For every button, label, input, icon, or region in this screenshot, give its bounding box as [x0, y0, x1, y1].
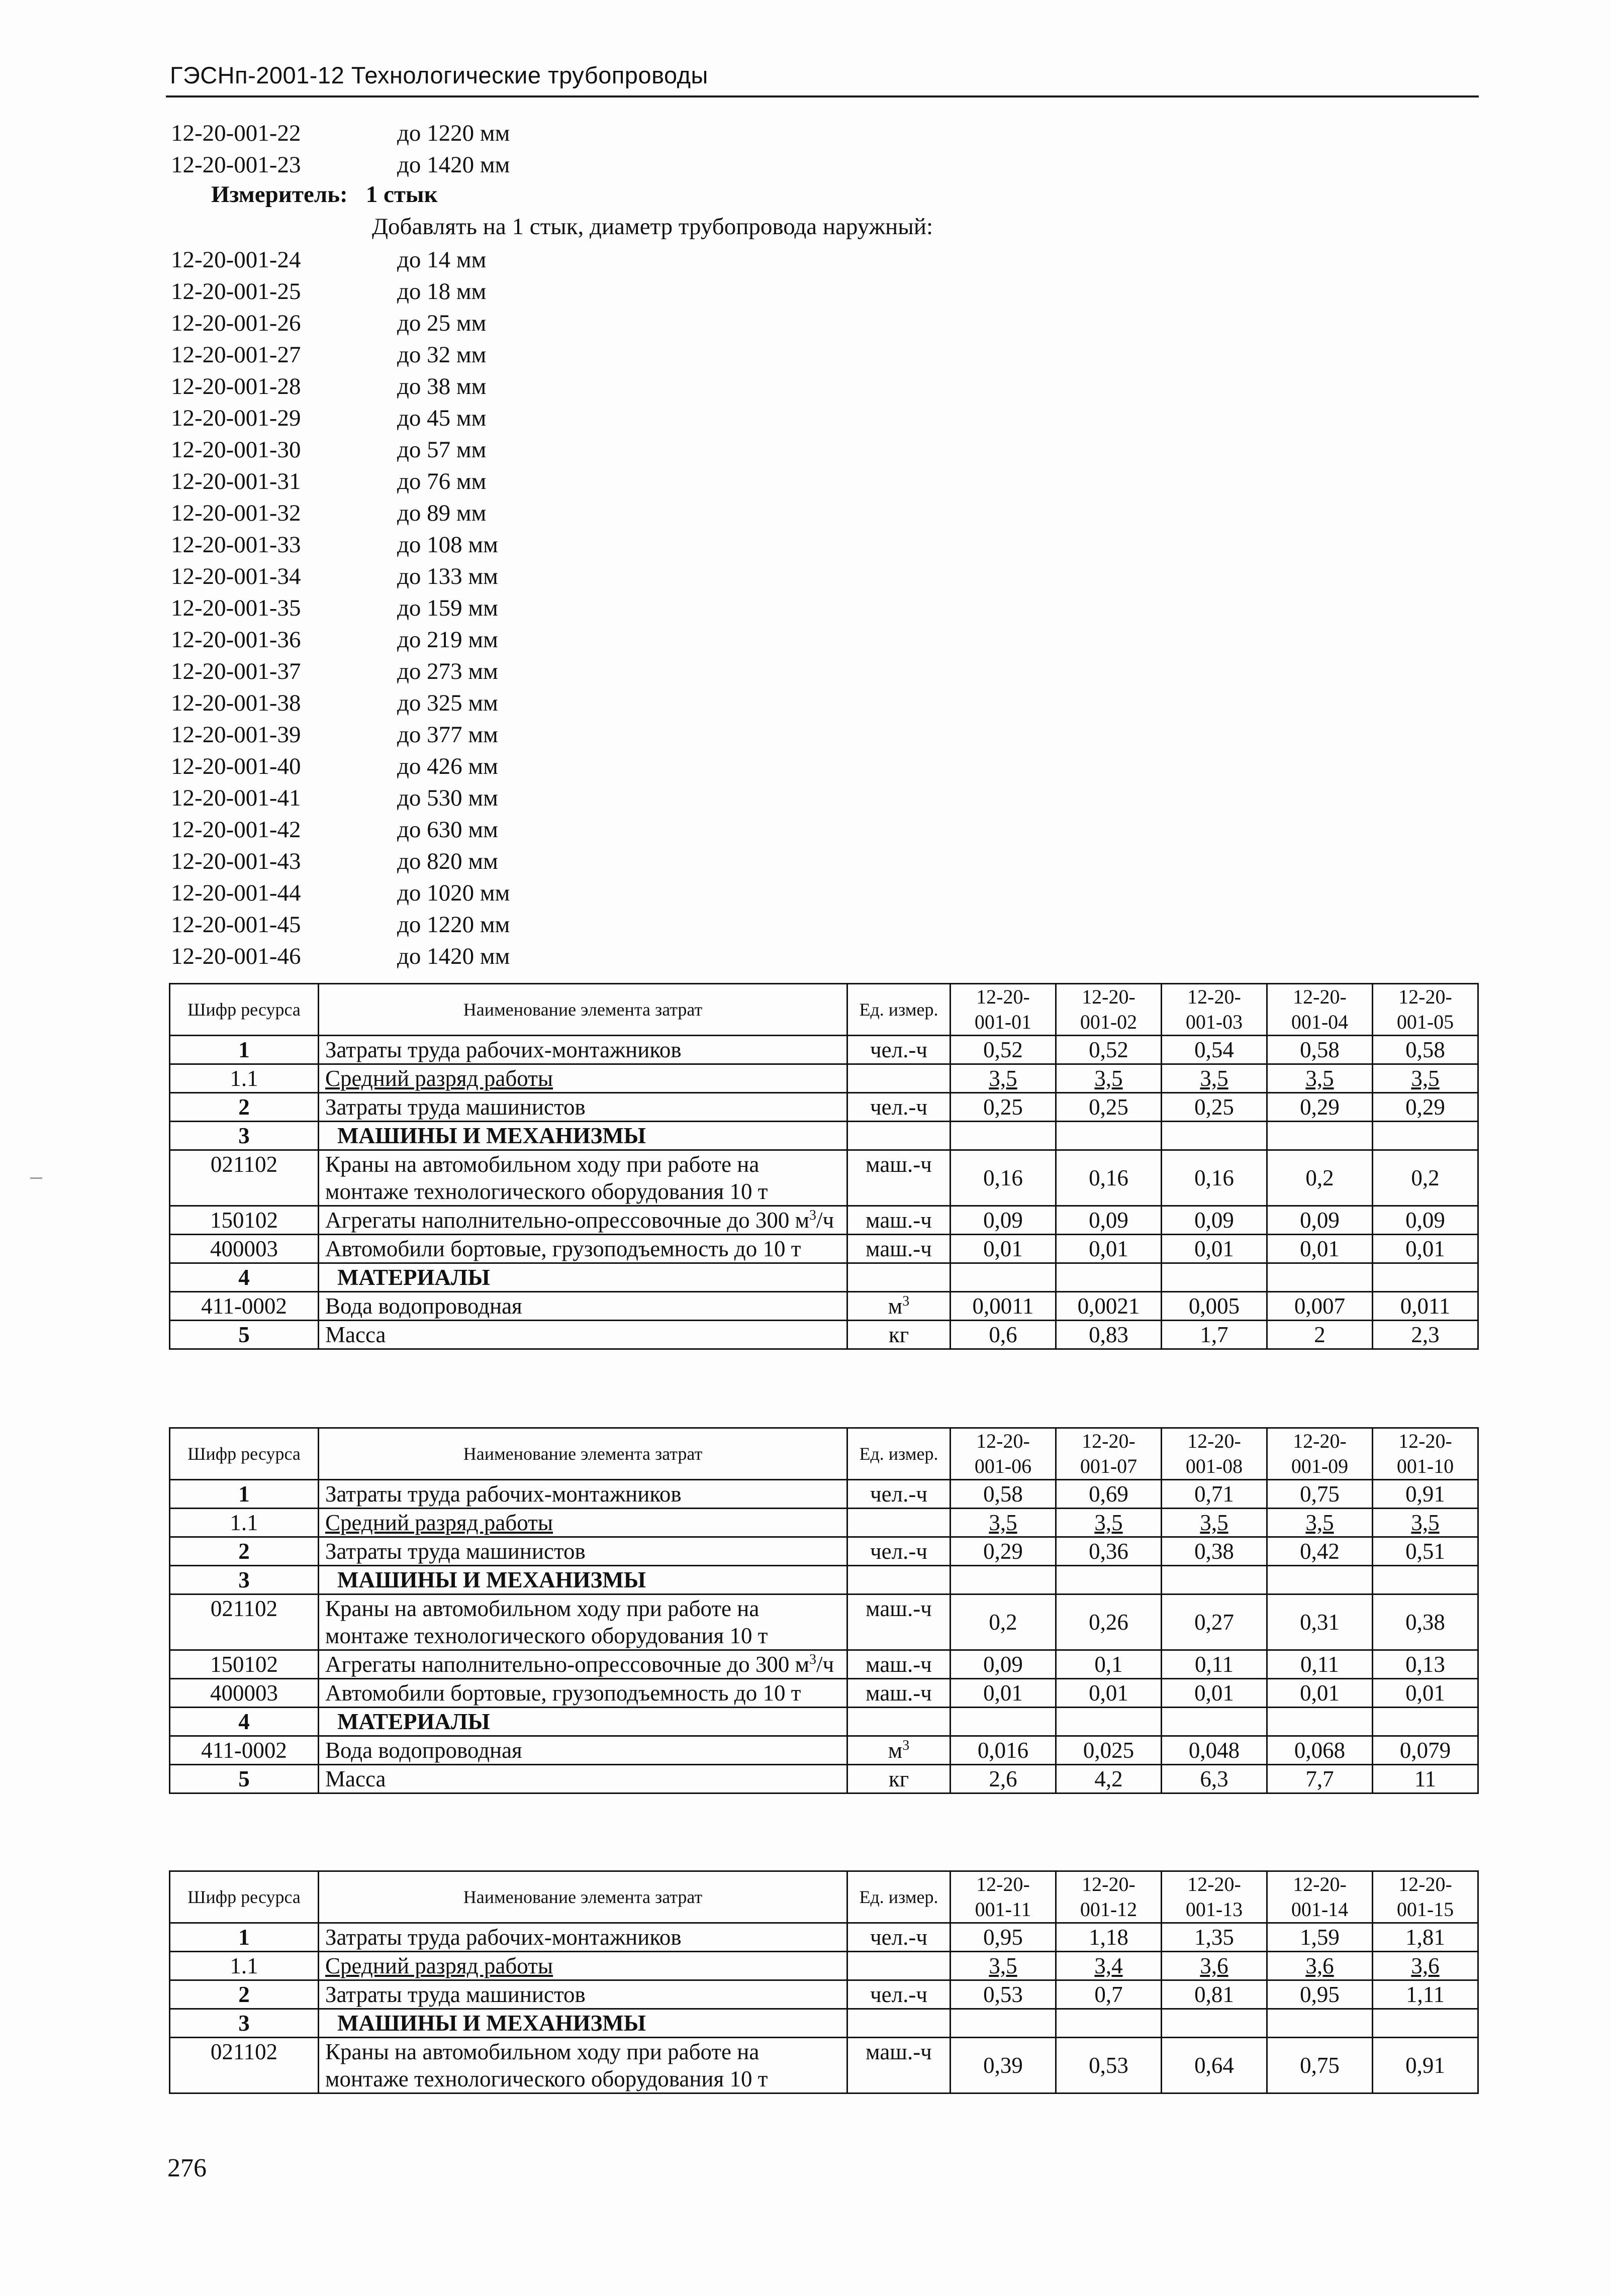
code-number: 12-20-001-32 — [171, 500, 301, 526]
header-norm-code: 12-20- 001-10 — [1373, 1428, 1478, 1480]
code-description: до 89 мм — [397, 500, 487, 526]
table-row: 400003 Автомобили бортовые, грузоподъемность до 10 т маш.-ч 0,01 0,01 0,01 0,01 0,01 — [170, 1679, 1478, 1708]
code-number: 12-20-001-31 — [171, 468, 301, 494]
header-norm-code: 12-20- 001-01 — [951, 984, 1056, 1036]
header-norm-code: 12-20- 001-11 — [951, 1871, 1056, 1923]
measure-unit — [211, 181, 438, 208]
add-note: Добавлять на 1 стык, диаметр трубопровода наружный: — [372, 214, 933, 240]
code-number: 12-20-001-38 — [171, 690, 301, 716]
header-unit: Ед. измер. — [847, 1871, 951, 1923]
code-description: до 1420 мм — [397, 943, 510, 969]
table-row: 021102 Краны на автомобильном ходу при работе на монтаже технологического оборудования 10 т маш.-ч 0,2 0,26 0,27 0,31 0,38 — [170, 1594, 1478, 1650]
code-number: 12-20-001-40 — [171, 753, 301, 779]
table-row: 411-0002 Вода водопроводная $м^3$ 0,016 0,025 0,048 0,068 0,079 — [170, 1736, 1478, 1765]
code-number: 12-20-001-34 — [171, 563, 301, 589]
header-norm-code: 12-20- 001-14 — [1267, 1871, 1373, 1923]
code-description: до 38 мм — [397, 373, 487, 400]
table-row: 021102 Краны на автомобильном ходу при работе на монтаже технологического оборудования 10 т маш.-ч 0,16 0,16 0,16 0,2 0,2 — [170, 1150, 1478, 1206]
table-row: 2 Затраты труда машинистов чел.-ч 0,25 0,25 0,25 0,29 0,29 — [170, 1093, 1478, 1122]
code-number: 12-20-001-22 — [171, 120, 301, 146]
header-norm-code: 12-20- 001-05 — [1373, 984, 1478, 1036]
norm-table-3 — [169, 1870, 1479, 2094]
code-number: 12-20-001-25 — [171, 278, 301, 305]
table-row: 1 Затраты труда рабочих-монтажников чел.-ч 0,58 0,69 0,71 0,75 0,91 — [170, 1480, 1478, 1509]
code-number: 12-20-001-37 — [171, 658, 301, 684]
code-description: до 76 мм — [397, 468, 487, 494]
code-description: до 377 мм — [397, 722, 498, 748]
code-number: 12-20-001-42 — [171, 817, 301, 843]
code-description: до 1220 мм — [397, 120, 510, 146]
norm-table-1 — [169, 983, 1479, 1350]
code-number: 12-20-001-24 — [171, 247, 301, 273]
code-number: 12-20-001-26 — [171, 310, 301, 336]
header-code: Шифр ресурса — [170, 1428, 319, 1480]
running-header: ГЭСНп-2001-12 Технологические трубопроводы — [170, 62, 708, 88]
code-description: до 426 мм — [397, 753, 498, 779]
table-row: 1.1 Средний разряд работы 3,5 3,5 3,5 3,5 3,5 — [170, 1509, 1478, 1537]
page-number: 276 — [167, 2154, 207, 2182]
code-description: до 133 мм — [397, 563, 498, 589]
header-norm-code: 12-20- 001-04 — [1267, 984, 1373, 1036]
header-code: Шифр ресурса — [170, 1871, 319, 1923]
code-description: до 57 мм — [397, 437, 487, 463]
header-name: Наименование элемента затрат — [319, 1428, 847, 1480]
scan-artifact-mark — [30, 1177, 42, 1179]
section-row-materials: 4 МАТЕРИАЛЫ — [170, 1263, 1478, 1292]
table-row: 2 Затраты труда машинистов чел.-ч 0,53 0,7 0,81 0,95 1,11 — [170, 1980, 1478, 2009]
table-row: 1.1 Средний разряд работы 3,5 3,5 3,5 3,5 3,5 — [170, 1064, 1478, 1093]
code-description: до 219 мм — [397, 627, 498, 653]
header-unit: Ед. измер. — [847, 1428, 951, 1480]
table-header-row — [170, 1428, 1478, 1480]
table-row: 2 Затраты труда машинистов чел.-ч 0,29 0,36 0,38 0,42 0,51 — [170, 1537, 1478, 1566]
code-description: до 14 мм — [397, 247, 487, 273]
header-norm-code: 12-20- 001-02 — [1056, 984, 1162, 1036]
header-unit: Ед. измер. — [847, 984, 951, 1036]
code-description: до 159 мм — [397, 595, 498, 621]
header-norm-code: 12-20- 001-03 — [1162, 984, 1267, 1036]
code-number: 12-20-001-43 — [171, 848, 301, 874]
section-row-machines: 3 МАШИНЫ И МЕХАНИЗМЫ — [170, 1122, 1478, 1150]
table-row: 411-0002 Вода водопроводная $м^3$ 0,0011 0,0021 0,005 0,007 0,011 — [170, 1292, 1478, 1321]
measure-unit-label: Измеритель: — [211, 181, 348, 208]
header-norm-code: 12-20- 001-09 — [1267, 1428, 1373, 1480]
code-description: до 530 мм — [397, 785, 498, 811]
code-description: до 1220 мм — [397, 912, 510, 938]
table-row: 1.1 Средний разряд работы 3,5 3,4 3,6 3,6 3,6 — [170, 1952, 1478, 1980]
code-description: до 108 мм — [397, 532, 498, 558]
code-number: 12-20-001-30 — [171, 437, 301, 463]
table-row: 1 Затраты труда рабочих-монтажников чел.-ч 0,52 0,52 0,54 0,58 0,58 — [170, 1036, 1478, 1064]
code-number: 12-20-001-28 — [171, 373, 301, 400]
code-description: до 273 мм — [397, 658, 498, 684]
measure-unit-value: 1 стык — [365, 181, 438, 208]
table-row: 5 Масса кг 0,6 0,83 1,7 2 2,3 — [170, 1321, 1478, 1349]
header-code: Шифр ресурса — [170, 984, 319, 1036]
table-row: 400003 Автомобили бортовые, грузоподъемность до 10 т маш.-ч 0,01 0,01 0,01 0,01 0,01 — [170, 1235, 1478, 1263]
header-rule — [166, 95, 1479, 97]
code-number: 12-20-001-36 — [171, 627, 301, 653]
code-description: до 18 мм — [397, 278, 487, 305]
code-description: до 1020 мм — [397, 880, 510, 906]
header-norm-code: 12-20- 001-12 — [1056, 1871, 1162, 1923]
code-number: 12-20-001-39 — [171, 722, 301, 748]
code-description: до 32 мм — [397, 342, 487, 368]
table-row: 021102 Краны на автомобильном ходу при работе на монтаже технологического оборудования 10 т маш.-ч 0,39 0,53 0,64 0,75 0,91 — [170, 2038, 1478, 2093]
code-description: до 25 мм — [397, 310, 487, 336]
code-number: 12-20-001-29 — [171, 405, 301, 431]
header-norm-code: 12-20- 001-15 — [1373, 1871, 1478, 1923]
code-number: 12-20-001-23 — [171, 152, 301, 178]
table-row: 1 Затраты труда рабочих-монтажников чел.-ч 0,95 1,18 1,35 1,59 1,81 — [170, 1923, 1478, 1952]
table-header-row — [170, 1871, 1478, 1923]
header-name: Наименование элемента затрат — [319, 1871, 847, 1923]
code-description: до 45 мм — [397, 405, 487, 431]
code-number: 12-20-001-41 — [171, 785, 301, 811]
norm-table-2 — [169, 1427, 1479, 1794]
header-norm-code: 12-20- 001-07 — [1056, 1428, 1162, 1480]
code-description: до 630 мм — [397, 817, 498, 843]
table-row: 5 Масса кг 2,6 4,2 6,3 7,7 11 — [170, 1765, 1478, 1793]
header-norm-code: 12-20- 001-13 — [1162, 1871, 1267, 1923]
code-description: до 820 мм — [397, 848, 498, 874]
header-norm-code: 12-20- 001-08 — [1162, 1428, 1267, 1480]
table-row: 150102 Агрегаты наполнительно-опрессовочные до 300 $м^3/ч$ маш.-ч 0,09 0,09 0,09 0,09 0,09 — [170, 1206, 1478, 1235]
table-row: 150102 Агрегаты наполнительно-опрессовочные до 300 $м^3/ч$ маш.-ч 0,09 0,1 0,11 0,11 0,13 — [170, 1650, 1478, 1679]
code-description: до 325 мм — [397, 690, 498, 716]
code-number: 12-20-001-27 — [171, 342, 301, 368]
section-row-materials: 4 МАТЕРИАЛЫ — [170, 1708, 1478, 1736]
code-number: 12-20-001-33 — [171, 532, 301, 558]
table-header-row — [170, 984, 1478, 1036]
code-number: 12-20-001-45 — [171, 912, 301, 938]
section-row-machines: 3 МАШИНЫ И МЕХАНИЗМЫ — [170, 1566, 1478, 1594]
code-number: 12-20-001-46 — [171, 943, 301, 969]
header-norm-code: 12-20- 001-06 — [951, 1428, 1056, 1480]
code-description: до 1420 мм — [397, 152, 510, 178]
header-name: Наименование элемента затрат — [319, 984, 847, 1036]
section-row-machines: 3 МАШИНЫ И МЕХАНИЗМЫ — [170, 2009, 1478, 2038]
code-number: 12-20-001-35 — [171, 595, 301, 621]
code-number: 12-20-001-44 — [171, 880, 301, 906]
